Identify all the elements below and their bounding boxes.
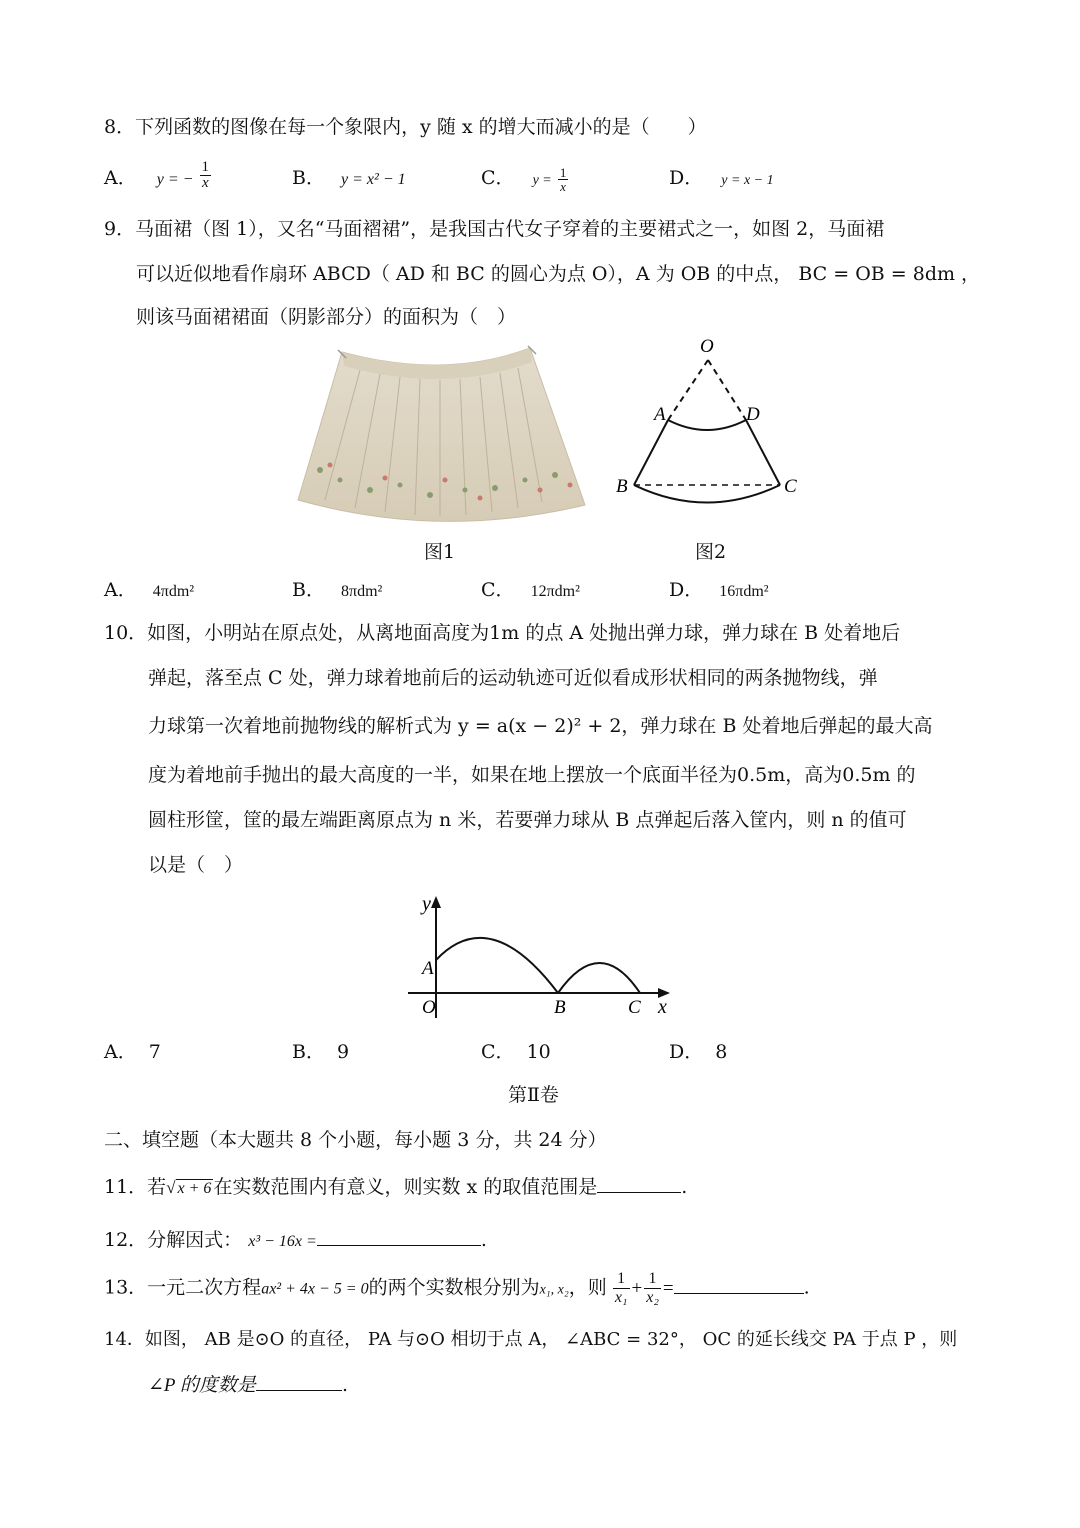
answer-blank: [317, 1245, 481, 1246]
q13: [104, 1270, 810, 1307]
option-label: D．: [669, 579, 704, 601]
point-d-label: D: [746, 404, 760, 425]
q10-line-2: 弹起，落至点 C 处，弹力球着地前后的运动轨迹可近似看成形状相同的两条抛物线，弹: [148, 667, 878, 689]
option-label: C．: [481, 167, 515, 189]
option-value: 12πdm²: [530, 583, 580, 600]
q10-option-b: [292, 1037, 349, 1064]
option-value: 10: [526, 1041, 551, 1063]
fraction-denominator: x₁: [614, 1289, 628, 1306]
q9-option-c: [481, 575, 580, 602]
plus-sign: +: [631, 1277, 643, 1299]
fraction-numerator: 1: [648, 1270, 657, 1287]
q14-line-2: [148, 1370, 348, 1397]
q11: 11．若√ x + 6 在实数范围内有意义，则实数 x 的取值范围是 .: [104, 1176, 688, 1198]
fraction-numerator: 1: [617, 1270, 626, 1287]
q10-line-5: 圆柱形筐，筐的最左端距离原点为 n 米，若要弹力球从 B 点弹起后落入筐内，则 n 的值可: [148, 809, 907, 831]
q8-option-b: [292, 163, 406, 190]
option-value: 4πdm²: [152, 583, 195, 600]
mamian-skirt-figure: [280, 340, 610, 530]
figure-1-caption: 图1: [424, 541, 456, 563]
option-expr: y = x² − 1: [341, 171, 406, 188]
q13-equation: ax² + 4x − 5 = 0: [261, 1280, 369, 1298]
q13-pre: 13．一元二次方程: [104, 1276, 262, 1299]
x-axis-label: x: [658, 996, 667, 1018]
figure-2-caption: 图2: [695, 541, 727, 563]
q10-option-a: [104, 1037, 161, 1064]
q10-option-c: [481, 1037, 551, 1064]
q9-line-2: 可以近似地看作扇环 ABCD（ AD 和 BC 的圆心为点 O），A 为 OB 的中点， BC = OB = 8dm ，: [136, 263, 981, 285]
q14-end: .: [341, 1374, 348, 1396]
q10-line-4: 度为着地前手抛出的最大高度的一半，如果在地上摆放一个底面半径为0.5m，高为0.5m 的: [148, 764, 916, 786]
answer-blank: [256, 1390, 342, 1391]
point-b-label: B: [554, 997, 566, 1018]
q9-option-d: [669, 575, 769, 602]
option-label: A．: [104, 1041, 137, 1063]
option-expr: y = −: [156, 171, 194, 188]
q13-then: ，则: [568, 1276, 607, 1299]
q12: [104, 1225, 487, 1252]
fraction-denominator: x₂: [646, 1289, 659, 1306]
q8-option-a: [104, 158, 211, 191]
option-label: B．: [292, 579, 325, 601]
option-label: C．: [481, 579, 515, 601]
point-c-label: C: [784, 476, 797, 497]
option-label: C．: [481, 1041, 515, 1063]
fraction-denominator: x: [200, 175, 212, 191]
option-label: A．: [104, 579, 137, 601]
option-label: A．: [104, 167, 137, 189]
y-axis-label: y: [422, 893, 431, 915]
equals-sign: =: [662, 1277, 674, 1299]
option-label: D．: [669, 167, 704, 189]
point-a-label: A: [422, 958, 434, 979]
q12-expr: x³ − 16x =: [248, 1233, 317, 1250]
q14-line-2-pre: ∠P 的度数是: [148, 1375, 256, 1396]
point-c-label: C: [628, 997, 641, 1018]
q11-post: 在实数范围内有意义，则实数 x 的取值范围是: [213, 1176, 598, 1198]
q12-pre: 12．分解因式：: [104, 1229, 243, 1251]
q10-line-6: 以是（ ）: [148, 854, 244, 876]
q10-line-3: 力球第一次着地前抛物线的解析式为 y = a(x − 2)² + 2，弹力球在 B 处着地后弹起的最大高: [148, 715, 933, 737]
q9-line-1: 9．马面裙（图 1），又名“马面褶裙”，是我国古代女子穿着的主要裙式之一，如图 2，马面裙: [104, 218, 885, 240]
point-b-label: B: [616, 476, 628, 497]
bounce-trajectory-graph: [400, 888, 690, 1023]
option-expr: y =: [532, 173, 552, 188]
q11-pre: 11．若: [104, 1176, 167, 1198]
sector-ring-diagram: [600, 330, 820, 510]
point-o-label: O: [700, 336, 714, 357]
volume-title: 第Ⅱ卷: [508, 1084, 559, 1106]
section-heading: 二、填空题（本大题共 8 个小题，每小题 3 分，共 24 分）: [104, 1129, 607, 1151]
q10-line-1: 10．如图，小明站在原点处，从离地面高度为1m 的点 A 处抛出弹力球，弹力球在 B 处着地后: [104, 622, 901, 644]
fraction-denominator: x: [558, 179, 569, 193]
option-label: B．: [292, 167, 325, 189]
option-expr: y = x − 1: [721, 173, 774, 188]
option-value: 8πdm²: [341, 583, 383, 600]
q9-line-3: 则该马面裙裙面（阴影部分）的面积为（ ）: [136, 306, 517, 328]
origin-label: O: [422, 997, 436, 1018]
q10-option-d: [669, 1037, 727, 1064]
option-value: 16πdm²: [719, 583, 769, 600]
q11-radicand: x + 6: [177, 1180, 212, 1197]
fraction-numerator: 1: [559, 164, 567, 180]
answer-blank: [674, 1293, 804, 1294]
point-a-label: A: [654, 404, 666, 425]
option-value: 8: [715, 1041, 728, 1063]
q9-option-b: [292, 575, 382, 602]
q8-option-c: [481, 163, 568, 193]
q13-end: .: [803, 1276, 810, 1299]
q8-option-d: [669, 163, 774, 190]
option-value: 9: [337, 1041, 350, 1063]
q14-line-1: 14．如图， AB 是⊙O 的直径， PA 与⊙O 相切于点 A， ∠ABC = 32°， OC 的延长线交 PA 于点 P ，则: [104, 1329, 958, 1350]
option-label: B．: [292, 1041, 325, 1063]
answer-blank: [597, 1192, 681, 1193]
option-value: 7: [148, 1041, 161, 1063]
fraction-numerator: 1: [201, 158, 210, 175]
q12-end: .: [480, 1229, 487, 1251]
q13-mid: 的两个实数根分别为: [368, 1276, 540, 1299]
option-label: D．: [669, 1041, 704, 1063]
q8-stem: 8．下列函数的图像在每一个象限内，y 随 x 的增大而减小的是（ ）: [104, 116, 707, 138]
q13-roots: x₁, x₂: [539, 1282, 569, 1298]
q9-option-a: [104, 575, 194, 602]
q11-end: .: [681, 1176, 688, 1198]
